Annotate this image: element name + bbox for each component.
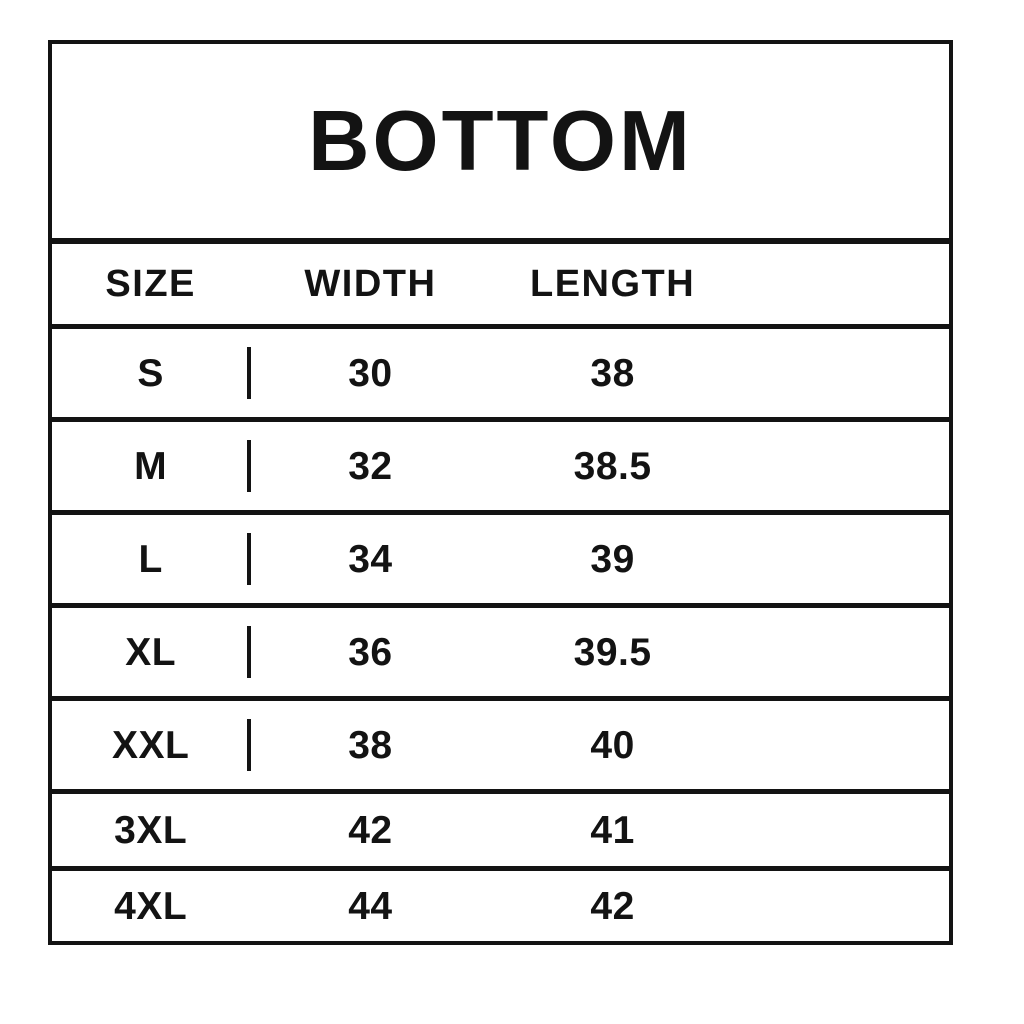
size-cell: S: [137, 351, 164, 395]
chart-title: BOTTOM: [308, 93, 693, 189]
length-cell: 39: [590, 537, 635, 581]
table-row: [52, 794, 949, 871]
table-row: [52, 422, 949, 515]
length-cell: 38: [590, 351, 635, 395]
column-divider-tick: [247, 719, 251, 771]
size-cell: XL: [125, 630, 177, 674]
size-cell: XXL: [111, 723, 190, 767]
table-row: [52, 515, 949, 608]
width-cell: 32: [348, 444, 393, 488]
column-divider-tick: [247, 347, 251, 399]
length-cell: 38.5: [573, 444, 652, 488]
table-row: [52, 608, 949, 701]
length-cell: 42: [590, 884, 635, 928]
column-divider-tick: [247, 626, 251, 678]
column-divider-tick: [247, 533, 251, 585]
chart-title-section: [52, 44, 949, 244]
table-header-row: [52, 244, 949, 329]
column-divider-tick: [247, 440, 251, 492]
size-cell: M: [134, 444, 168, 488]
size-cell: 4XL: [114, 884, 188, 928]
length-cell: 39.5: [573, 630, 652, 674]
width-cell: 30: [348, 351, 393, 395]
column-header-length: LENGTH: [530, 263, 696, 305]
width-cell: 36: [348, 630, 393, 674]
size-chart-table: [48, 40, 953, 945]
size-cell: L: [138, 537, 163, 581]
column-header-width: WIDTH: [304, 263, 437, 305]
table-row: [52, 871, 949, 941]
width-cell: 44: [348, 884, 393, 928]
table-row: [52, 329, 949, 422]
width-cell: 38: [348, 723, 393, 767]
length-cell: 41: [590, 808, 635, 852]
width-cell: 42: [348, 808, 393, 852]
column-header-size: SIZE: [105, 263, 196, 305]
width-cell: 34: [348, 537, 393, 581]
length-cell: 40: [590, 723, 635, 767]
table-row: [52, 701, 949, 794]
size-cell: 3XL: [114, 808, 188, 852]
